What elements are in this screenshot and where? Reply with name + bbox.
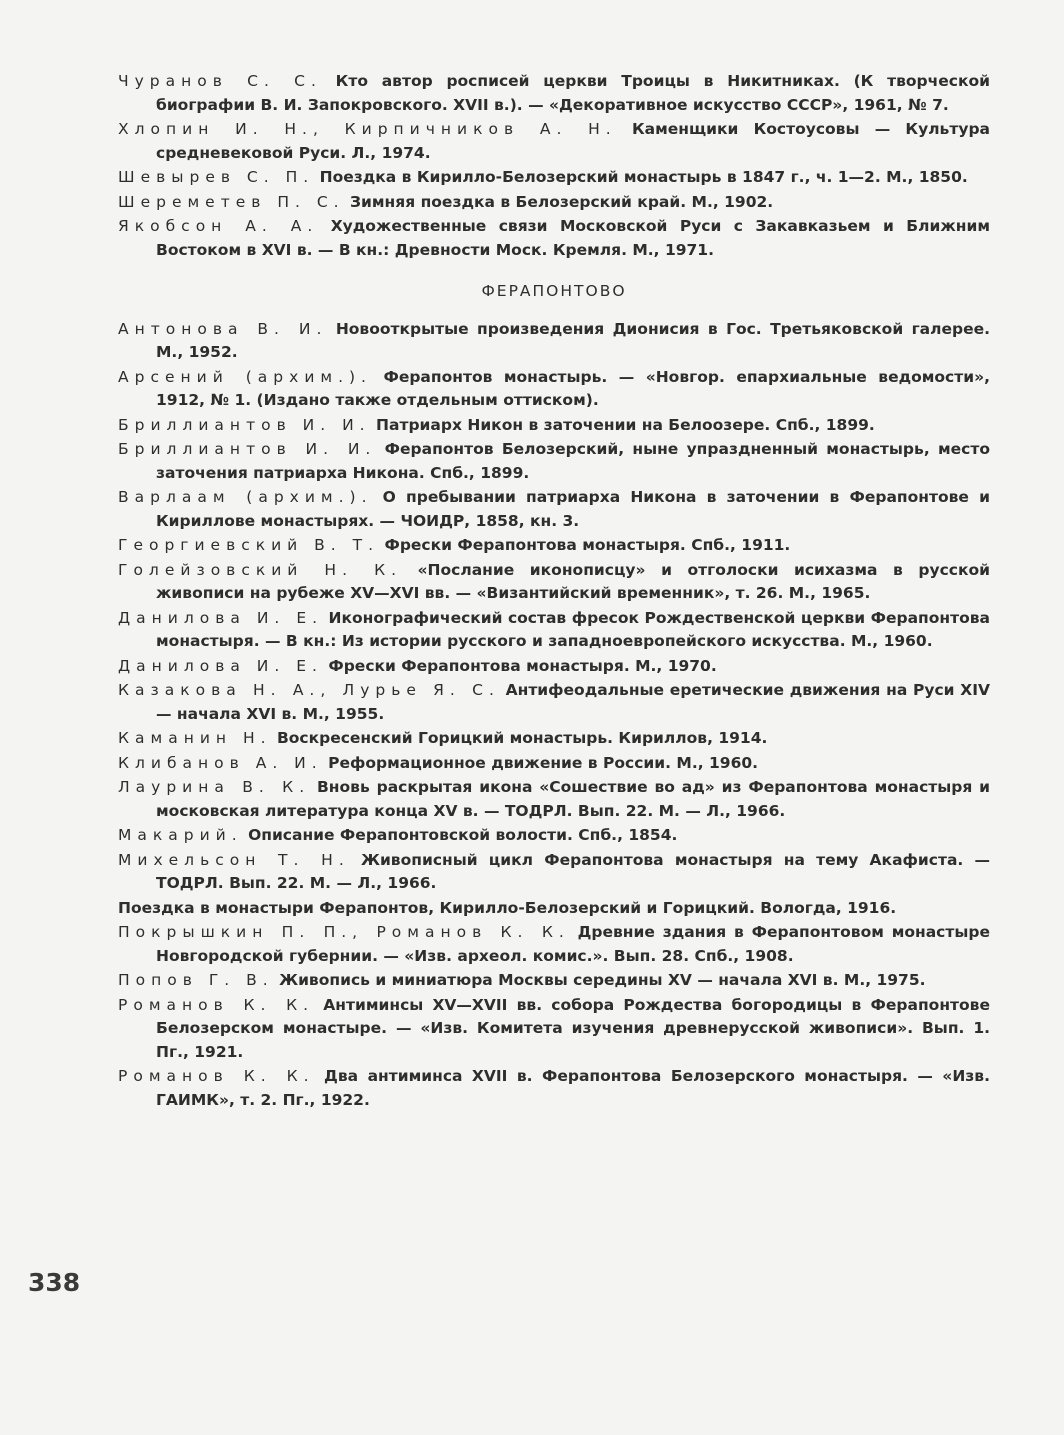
bibliography-entry [118, 318, 990, 365]
bibliography-entry [118, 994, 990, 1065]
entry-author: Казакова Н. А., Лурье Я. С. [118, 681, 500, 699]
entry-text: Антиминсы XV—XVII вв. собора Рождества богородицы в Ферапонтове Белозерском монастыре. — «Изв. Комитета изучения древнерусской живописи». Вып. 1. Пг., 1921. [156, 995, 990, 1061]
entry-text: Описание Ферапонтовской волости. Спб., 1854. [248, 826, 678, 844]
bibliography-list-bottom [118, 318, 990, 1113]
bibliography-entry [118, 655, 990, 679]
entry-text: Два антиминса XVII в. Ферапонтова Белозерского монастыря. — «Изв. ГАИМК», т. 2. Пг., 1922. [156, 1067, 990, 1109]
bibliography-entry [118, 679, 990, 726]
entry-author: Михельсон Т. Н. [118, 850, 350, 869]
entry-author: Романов К. К. [118, 995, 315, 1014]
entry-author: Каманин Н. [118, 729, 272, 747]
bibliography-entry [118, 824, 990, 848]
bibliography-entry [118, 215, 990, 262]
entry-text: Фрески Ферапонтова монастыря. М., 1970. [328, 656, 717, 675]
bibliography-entry [118, 366, 990, 413]
entry-author: Макарий. [118, 826, 243, 844]
bibliography-entry [118, 607, 990, 654]
entry-text: О пребывании патриарха Никона в заточении в Ферапонтове и Кириллове монастырях. — ЧОИДР, 1858, кн. 3. [156, 488, 990, 530]
bibliography-entry [118, 559, 990, 606]
entry-text: Поездка в монастыри Ферапонтов, Кирилло-Белозерский и Горицкий. Вологда, 1916. [118, 898, 897, 917]
entry-author: Данилова И. Е. [118, 656, 323, 675]
entry-author: Варлаам (архим.). [118, 488, 373, 506]
entry-text: Фрески Ферапонтова монастыря. Спб., 1911. [384, 536, 791, 554]
entry-text: «Послание иконописцу» и отголоски исихазма в русской живописи на рубеже XV—XVI вв. — «Византийский временник», т. 26. М., 1965. [156, 560, 990, 602]
entry-author: Бриллиантов И. И. [118, 415, 371, 434]
bibliography-entry [118, 897, 990, 921]
entry-text: Ферапонтов Белозерский, ныне упраздненный монастырь, место заточения патриарха Никона. Спб., 1899. [156, 440, 990, 482]
entry-text: Вновь раскрытая икона «Сошествие во ад» из Ферапонтова монастыря и московская литература конца XV в. — ТОДРЛ. Вып. 22. М. — Л., 1966. [156, 778, 991, 820]
bibliography-entry [118, 486, 990, 533]
entry-author: Шевырев С. П. [118, 168, 315, 186]
entry-text: Антифеодальные еретические движения на Руси XIV — начала XVI в. М., 1955. [156, 681, 990, 723]
bibliography-entry [118, 70, 990, 117]
page-number: 338 [28, 1268, 81, 1297]
bibliography-list-top [118, 70, 990, 262]
entry-text: Живопись и миниатюра Москвы середины XV — начала XVI в. М., 1975. [279, 971, 926, 989]
entry-text: Древние здания в Ферапонтовом монастыре Новгородской губернии. — «Изв. археол. комис.». Вып. 28. Спб., 1908. [156, 923, 990, 965]
entry-author: Лаурина В. К. [118, 778, 311, 796]
entry-author: Антонова В. И. [118, 319, 328, 338]
entry-author: Арсений (архим.). [118, 367, 372, 386]
entry-author: Шереметев П. С. [118, 192, 345, 211]
bibliography-page [118, 70, 990, 1113]
entry-author: Хлопин И. Н., Кирпичников А. Н. [118, 120, 617, 138]
entry-author: Попов Г. В. [118, 971, 274, 989]
entry-text: Патриарх Никон в заточении на Белоозере. Спб., 1899. [376, 415, 875, 434]
entry-author: Голейзовский Н. К. [118, 560, 402, 579]
bibliography-entry [118, 118, 990, 165]
entry-text: Живописный цикл Ферапонтова монастыря на тему Акафиста. — ТОДРЛ. Вып. 22. М. — Л., 1966. [156, 850, 990, 892]
entry-author: Клибанов А. И. [118, 753, 323, 772]
bibliography-entry [118, 969, 990, 993]
entry-text: Зимняя поездка в Белозерский край. М., 1902. [350, 192, 774, 211]
bibliography-entry [118, 921, 990, 968]
bibliography-entry [118, 776, 990, 823]
entry-text: Реформационное движение в России. М., 1960. [328, 753, 759, 772]
entry-text: Художественные связи Московской Руси с Закавказьем и Ближним Востоком в XVI в. — В кн.: Древности Моск. Кремля. М., 1971. [156, 217, 990, 259]
entry-author: Георгиевский В. Т. [118, 536, 380, 554]
bibliography-entry [118, 534, 990, 558]
entry-text: Каменщики Костоусовы — Культура средневековой Руси. Л., 1974. [156, 120, 991, 162]
entry-author: Романов К. К. [118, 1067, 315, 1085]
entry-author: Данилова И. Е. [118, 608, 324, 627]
entry-author: Якобсон А. А. [118, 217, 319, 235]
entry-text: Поездка в Кирилло-Белозерский монастырь в 1847 г., ч. 1—2. М., 1850. [319, 168, 968, 186]
bibliography-entry [118, 1065, 990, 1112]
entry-text: Воскресенский Горицкий монастырь. Кириллов, 1914. [276, 729, 768, 747]
section-title: ФЕРАПОНТОВО [481, 282, 627, 300]
entry-author: Покрышкин П. П., Романов К. К. [118, 923, 570, 941]
bibliography-entry [118, 191, 990, 215]
bibliography-entry [118, 166, 990, 190]
entry-text: Ферапонтов монастырь. — «Новгор. епархиальные ведомости», 1912, № 1. (Издано также отдельным оттиском). [156, 367, 990, 409]
entry-author: Бриллиантов И. И. [118, 440, 377, 458]
bibliography-entry [118, 438, 990, 485]
entry-author: Чуранов С. С. [118, 72, 322, 90]
entry-text: Иконографический состав фресок Рождественской церкви Ферапонтова монастыря. — В кн.: Из истории русского и западноевропейского искусства. М., 1960. [156, 608, 990, 650]
entry-text: Новооткрытые произведения Дионисия в Гос. Третьяковской галерее. М., 1952. [156, 319, 991, 361]
bibliography-entry [118, 414, 990, 438]
bibliography-entry [118, 752, 990, 776]
bibliography-entry [118, 849, 990, 896]
bibliography-entry [118, 727, 990, 751]
entry-text: Кто автор росписей церкви Троицы в Никитниках. (К творческой биографии В. И. Запокровского. XVII в.). — «Декоративное искусство СССР», 1961, № 7. [156, 72, 990, 114]
